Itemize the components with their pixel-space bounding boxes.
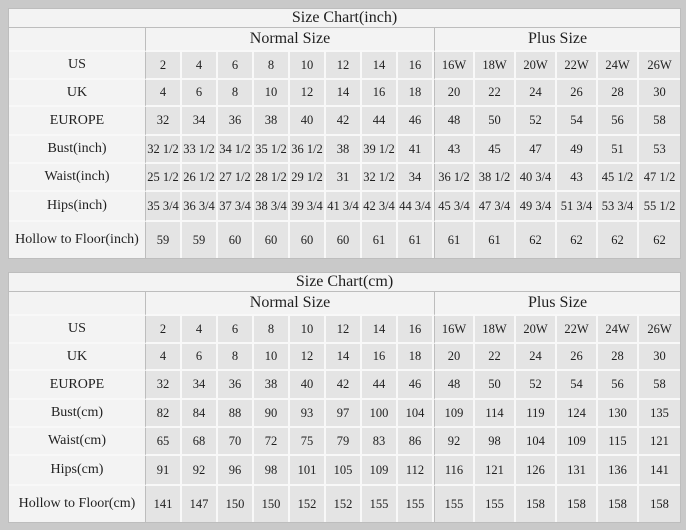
size-value-cell: 31	[326, 164, 362, 192]
size-value-cell: 20W	[516, 52, 557, 80]
size-value-cell: 12	[290, 344, 326, 371]
size-value-cell: 43	[557, 164, 598, 192]
size-value-cell: 20	[434, 344, 475, 371]
size-value-cell: 155	[434, 486, 475, 522]
size-value-cell: 51 3/4	[557, 192, 598, 222]
size-value-cell: 60	[326, 222, 362, 258]
size-value-cell: 26W	[639, 52, 680, 80]
size-value-cell: 150	[218, 486, 254, 522]
size-value-cell: 22W	[557, 316, 598, 344]
table-row	[9, 371, 680, 400]
row-label: Waist(inch)	[9, 164, 146, 192]
table-row	[9, 344, 680, 371]
size-value-cell: 18	[398, 80, 434, 107]
size-value-cell: 61	[475, 222, 516, 258]
size-value-cell: 50	[475, 107, 516, 136]
size-value-cell: 48	[434, 371, 475, 400]
size-value-cell: 12	[326, 52, 362, 80]
size-value-cell: 22	[475, 80, 516, 107]
size-value-cell: 79	[326, 428, 362, 456]
size-value-cell: 86	[398, 428, 434, 456]
size-value-cell: 36	[218, 107, 254, 136]
size-value-cell: 28	[598, 80, 639, 107]
size-value-cell: 141	[639, 456, 680, 486]
size-value-cell: 24W	[598, 316, 639, 344]
row-label: UK	[9, 80, 146, 107]
table-row	[9, 164, 680, 192]
size-value-cell: 52	[516, 371, 557, 400]
size-value-cell: 26	[557, 344, 598, 371]
size-value-cell: 96	[218, 456, 254, 486]
size-value-cell: 16	[398, 52, 434, 80]
size-value-cell: 38 3/4	[254, 192, 290, 222]
size-chart-inch-table	[8, 8, 681, 259]
size-value-cell: 61	[434, 222, 475, 258]
size-value-cell: 105	[326, 456, 362, 486]
size-value-cell: 40 3/4	[516, 164, 557, 192]
row-label: Bust(inch)	[9, 136, 146, 164]
size-value-cell: 45 1/2	[598, 164, 639, 192]
plus-size-header: Plus Size	[434, 28, 680, 52]
size-value-cell: 35 1/2	[254, 136, 290, 164]
size-value-cell: 4	[182, 52, 218, 80]
size-value-cell: 14	[362, 316, 398, 344]
table-row	[9, 192, 680, 222]
table-row	[9, 486, 680, 522]
size-value-cell: 121	[475, 456, 516, 486]
group-header-row	[9, 28, 680, 52]
size-value-cell: 54	[557, 371, 598, 400]
chart-title: Size Chart(cm)	[9, 273, 680, 292]
size-value-cell: 18	[398, 344, 434, 371]
size-chart-inch-section	[0, 0, 686, 259]
size-value-cell: 24W	[598, 52, 639, 80]
size-value-cell: 130	[598, 400, 639, 428]
size-value-cell: 10	[290, 316, 326, 344]
size-value-cell: 43	[434, 136, 475, 164]
size-value-cell: 2	[146, 52, 182, 80]
size-value-cell: 104	[516, 428, 557, 456]
group-header-row	[9, 292, 680, 316]
row-label: Waist(cm)	[9, 428, 146, 456]
size-value-cell: 38	[254, 107, 290, 136]
table-row	[9, 136, 680, 164]
row-label: UK	[9, 344, 146, 371]
size-value-cell: 25 1/2	[146, 164, 182, 192]
size-value-cell: 91	[146, 456, 182, 486]
size-value-cell: 109	[362, 456, 398, 486]
size-value-cell: 16	[362, 80, 398, 107]
size-value-cell: 44	[362, 107, 398, 136]
size-value-cell: 2	[146, 316, 182, 344]
size-value-cell: 28	[598, 344, 639, 371]
chart-title: Size Chart(inch)	[9, 9, 680, 28]
size-value-cell: 56	[598, 107, 639, 136]
size-value-cell: 38 1/2	[475, 164, 516, 192]
size-value-cell: 26 1/2	[182, 164, 218, 192]
size-value-cell: 24	[516, 80, 557, 107]
size-value-cell: 14	[326, 80, 362, 107]
size-value-cell: 40	[290, 107, 326, 136]
size-value-cell: 8	[218, 80, 254, 107]
size-value-cell: 56	[598, 371, 639, 400]
size-value-cell: 62	[557, 222, 598, 258]
size-value-cell: 26W	[639, 316, 680, 344]
size-value-cell: 75	[290, 428, 326, 456]
size-value-cell: 30	[639, 80, 680, 107]
size-value-cell: 40	[290, 371, 326, 400]
size-value-cell: 62	[598, 222, 639, 258]
size-value-cell: 82	[146, 400, 182, 428]
size-value-cell: 158	[557, 486, 598, 522]
size-value-cell: 62	[516, 222, 557, 258]
table-row	[9, 222, 680, 258]
size-value-cell: 27 1/2	[218, 164, 254, 192]
size-value-cell: 155	[398, 486, 434, 522]
size-value-cell: 93	[290, 400, 326, 428]
chart-title-row	[9, 273, 680, 292]
size-value-cell: 12	[326, 316, 362, 344]
size-value-cell: 158	[639, 486, 680, 522]
size-value-cell: 28 1/2	[254, 164, 290, 192]
size-value-cell: 55 1/2	[639, 192, 680, 222]
row-label: Hips(inch)	[9, 192, 146, 222]
size-value-cell: 121	[639, 428, 680, 456]
table-row	[9, 316, 680, 344]
normal-size-header: Normal Size	[146, 292, 434, 316]
plus-size-header: Plus Size	[434, 292, 680, 316]
size-value-cell: 152	[326, 486, 362, 522]
size-value-cell: 42	[326, 371, 362, 400]
row-label: Bust(cm)	[9, 400, 146, 428]
size-value-cell: 84	[182, 400, 218, 428]
size-value-cell: 32 1/2	[362, 164, 398, 192]
size-value-cell: 109	[434, 400, 475, 428]
size-value-cell: 38	[254, 371, 290, 400]
row-label: Hollow to Floor(cm)	[9, 486, 146, 522]
size-value-cell: 60	[254, 222, 290, 258]
size-value-cell: 92	[434, 428, 475, 456]
size-value-cell: 16	[362, 344, 398, 371]
size-value-cell: 16W	[434, 316, 475, 344]
size-value-cell: 41 3/4	[326, 192, 362, 222]
row-label: EUROPE	[9, 371, 146, 400]
size-value-cell: 45	[475, 136, 516, 164]
size-value-cell: 60	[218, 222, 254, 258]
size-value-cell: 36	[218, 371, 254, 400]
size-value-cell: 34	[398, 164, 434, 192]
size-value-cell: 70	[218, 428, 254, 456]
size-value-cell: 36 1/2	[434, 164, 475, 192]
size-value-cell: 88	[218, 400, 254, 428]
table-row	[9, 80, 680, 107]
row-label: EUROPE	[9, 107, 146, 136]
row-label: US	[9, 316, 146, 344]
size-value-cell: 147	[182, 486, 218, 522]
size-value-cell: 10	[254, 80, 290, 107]
size-value-cell: 158	[516, 486, 557, 522]
row-label: US	[9, 52, 146, 80]
size-value-cell: 32	[146, 371, 182, 400]
chart-title-row	[9, 9, 680, 28]
size-value-cell: 136	[598, 456, 639, 486]
size-value-cell: 36 1/2	[290, 136, 326, 164]
size-value-cell: 98	[254, 456, 290, 486]
size-value-cell: 22W	[557, 52, 598, 80]
size-value-cell: 44	[362, 371, 398, 400]
size-chart-cm-table	[8, 272, 681, 523]
size-value-cell: 124	[557, 400, 598, 428]
size-value-cell: 65	[146, 428, 182, 456]
size-value-cell: 6	[218, 316, 254, 344]
size-value-cell: 112	[398, 456, 434, 486]
size-value-cell: 58	[639, 107, 680, 136]
size-value-cell: 49	[557, 136, 598, 164]
size-value-cell: 97	[326, 400, 362, 428]
size-value-cell: 114	[475, 400, 516, 428]
size-value-cell: 104	[398, 400, 434, 428]
size-value-cell: 37 3/4	[218, 192, 254, 222]
size-value-cell: 4	[146, 80, 182, 107]
size-value-cell: 119	[516, 400, 557, 428]
size-value-cell: 8	[254, 316, 290, 344]
size-value-cell: 51	[598, 136, 639, 164]
size-value-cell: 115	[598, 428, 639, 456]
size-value-cell: 4	[146, 344, 182, 371]
size-value-cell: 42 3/4	[362, 192, 398, 222]
corner-cell	[9, 28, 146, 52]
size-value-cell: 34 1/2	[218, 136, 254, 164]
size-value-cell: 16W	[434, 52, 475, 80]
size-value-cell: 60	[290, 222, 326, 258]
size-value-cell: 131	[557, 456, 598, 486]
size-value-cell: 53 3/4	[598, 192, 639, 222]
size-value-cell: 109	[557, 428, 598, 456]
size-value-cell: 33 1/2	[182, 136, 218, 164]
size-value-cell: 14	[326, 344, 362, 371]
size-value-cell: 61	[398, 222, 434, 258]
size-value-cell: 34	[182, 371, 218, 400]
size-chart-cm-section	[0, 272, 686, 523]
size-value-cell: 6	[182, 80, 218, 107]
size-value-cell: 59	[182, 222, 218, 258]
size-value-cell: 4	[182, 316, 218, 344]
size-value-cell: 101	[290, 456, 326, 486]
size-value-cell: 39 3/4	[290, 192, 326, 222]
size-value-cell: 32 1/2	[146, 136, 182, 164]
table-row	[9, 428, 680, 456]
size-value-cell: 29 1/2	[290, 164, 326, 192]
size-value-cell: 135	[639, 400, 680, 428]
size-value-cell: 16	[398, 316, 434, 344]
size-value-cell: 10	[290, 52, 326, 80]
size-value-cell: 53	[639, 136, 680, 164]
size-value-cell: 14	[362, 52, 398, 80]
size-value-cell: 72	[254, 428, 290, 456]
size-value-cell: 47 3/4	[475, 192, 516, 222]
normal-size-header: Normal Size	[146, 28, 434, 52]
size-value-cell: 62	[639, 222, 680, 258]
size-value-cell: 90	[254, 400, 290, 428]
size-value-cell: 18W	[475, 52, 516, 80]
table-row	[9, 456, 680, 486]
size-value-cell: 158	[598, 486, 639, 522]
row-label: Hips(cm)	[9, 456, 146, 486]
size-value-cell: 38	[326, 136, 362, 164]
size-value-cell: 44 3/4	[398, 192, 434, 222]
corner-cell	[9, 292, 146, 316]
size-value-cell: 42	[326, 107, 362, 136]
size-value-cell: 34	[182, 107, 218, 136]
size-value-cell: 24	[516, 344, 557, 371]
size-value-cell: 18W	[475, 316, 516, 344]
size-value-cell: 6	[218, 52, 254, 80]
size-value-cell: 46	[398, 107, 434, 136]
size-value-cell: 54	[557, 107, 598, 136]
size-value-cell: 6	[182, 344, 218, 371]
size-value-cell: 12	[290, 80, 326, 107]
table-row	[9, 400, 680, 428]
size-value-cell: 155	[475, 486, 516, 522]
size-value-cell: 150	[254, 486, 290, 522]
size-value-cell: 61	[362, 222, 398, 258]
size-value-cell: 92	[182, 456, 218, 486]
size-value-cell: 116	[434, 456, 475, 486]
size-value-cell: 8	[254, 52, 290, 80]
size-value-cell: 152	[290, 486, 326, 522]
size-value-cell: 26	[557, 80, 598, 107]
size-value-cell: 20W	[516, 316, 557, 344]
size-value-cell: 8	[218, 344, 254, 371]
size-value-cell: 126	[516, 456, 557, 486]
size-value-cell: 41	[398, 136, 434, 164]
size-value-cell: 32	[146, 107, 182, 136]
size-value-cell: 35 3/4	[146, 192, 182, 222]
size-value-cell: 52	[516, 107, 557, 136]
size-value-cell: 30	[639, 344, 680, 371]
size-value-cell: 59	[146, 222, 182, 258]
size-value-cell: 48	[434, 107, 475, 136]
row-label: Hollow to Floor(inch)	[9, 222, 146, 258]
size-value-cell: 20	[434, 80, 475, 107]
size-value-cell: 155	[362, 486, 398, 522]
size-value-cell: 36 3/4	[182, 192, 218, 222]
size-value-cell: 141	[146, 486, 182, 522]
size-value-cell: 83	[362, 428, 398, 456]
size-value-cell: 45 3/4	[434, 192, 475, 222]
size-value-cell: 22	[475, 344, 516, 371]
size-value-cell: 10	[254, 344, 290, 371]
size-value-cell: 46	[398, 371, 434, 400]
size-value-cell: 50	[475, 371, 516, 400]
size-value-cell: 39 1/2	[362, 136, 398, 164]
size-value-cell: 49 3/4	[516, 192, 557, 222]
size-value-cell: 100	[362, 400, 398, 428]
size-value-cell: 47	[516, 136, 557, 164]
size-value-cell: 98	[475, 428, 516, 456]
table-row	[9, 52, 680, 80]
size-value-cell: 58	[639, 371, 680, 400]
table-row	[9, 107, 680, 136]
size-value-cell: 47 1/2	[639, 164, 680, 192]
size-value-cell: 68	[182, 428, 218, 456]
